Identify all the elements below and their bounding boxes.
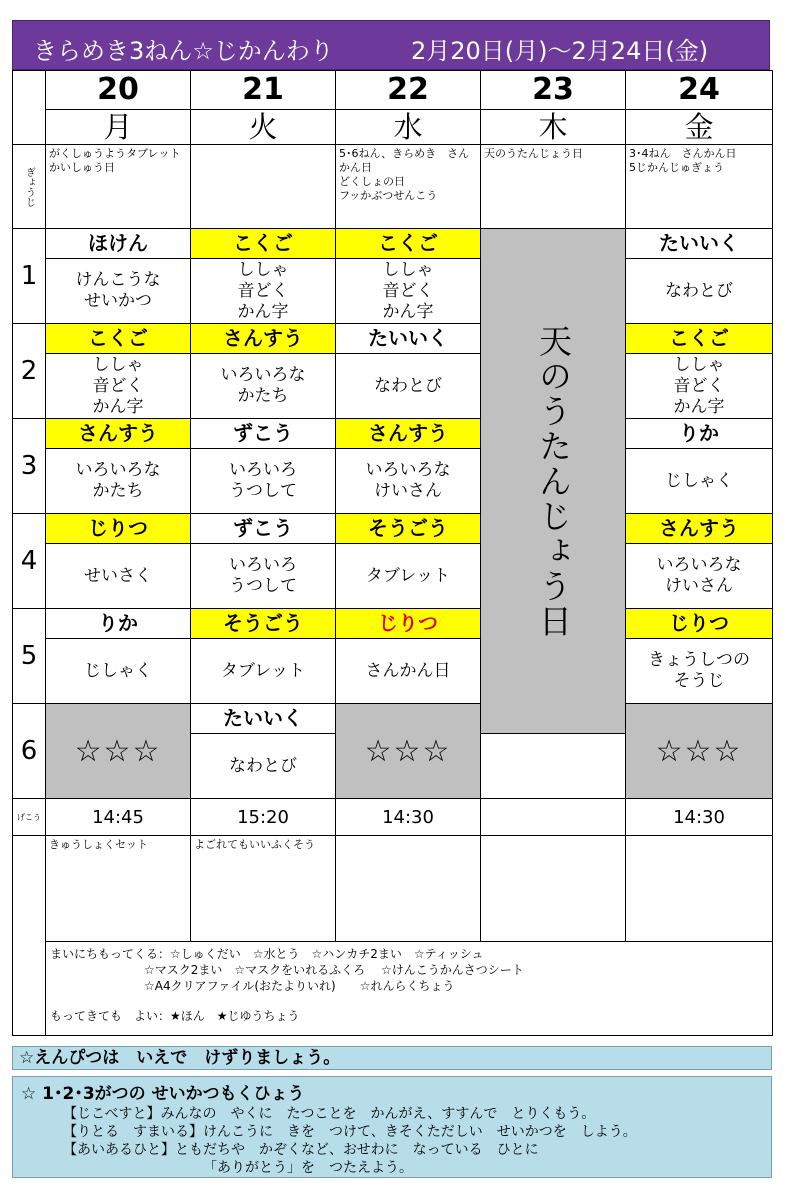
p1-mon-content-text: けんこうな せいかつ bbox=[75, 270, 161, 311]
p1-fri-content bbox=[626, 259, 773, 324]
p3-tue-content-text: いろいろ うつして bbox=[229, 460, 297, 501]
p2-fri-content-text: ししゃ 音どく かん字 bbox=[673, 354, 725, 417]
period-6-number: 6 bbox=[13, 704, 46, 799]
daily-items-list1: ☆しゅくだい ☆水とう ☆ハンカチ2まい ☆ティッシュ bbox=[170, 947, 484, 961]
date-24: 24 bbox=[626, 71, 773, 110]
title-bar bbox=[12, 20, 770, 70]
p3-wed-content-text: いろいろな けいさん bbox=[365, 460, 451, 501]
p2-wed-content bbox=[336, 354, 481, 419]
monthly-goals-box bbox=[12, 1076, 772, 1178]
optional-items: もってきても よい：★ほん ★じゆうちょう bbox=[50, 1009, 300, 1023]
bring-tue: よごれてもいいふくそう bbox=[191, 836, 336, 942]
daily-items-list3: ☆A4クリアファイル(おたよりいれ) ☆れんらくちょう bbox=[144, 979, 455, 993]
p3-mon-content bbox=[46, 449, 191, 514]
period-5-number: 5 bbox=[13, 609, 46, 704]
weekday-wed: 水 bbox=[336, 110, 481, 145]
pencil-notice: ☆えんぴつは いえで けずりましょう。 bbox=[12, 1046, 772, 1070]
goals-title: ☆ 1･2･3がつの せいかつもくひょう bbox=[21, 1084, 305, 1104]
p3-fri-subject: りか bbox=[626, 419, 773, 449]
daily-items-label: まいにちもってくる： bbox=[50, 947, 171, 961]
p1-wed-content-text: ししゃ 音どく かん字 bbox=[382, 259, 434, 322]
p2-mon-content bbox=[46, 354, 191, 419]
goal-line-1: 【じこべすと】みんなの やくに たつことを かんがえ、すすんで とりくもう。 bbox=[63, 1106, 596, 1122]
events-label-text: ぎょうじ bbox=[23, 166, 35, 207]
event-fri-text: 3･4ねん さんかん日 5じかんじゅぎょう bbox=[629, 147, 737, 174]
p6-fri-stars: ☆☆☆ bbox=[626, 704, 773, 799]
events-label bbox=[13, 145, 46, 229]
event-tue bbox=[191, 145, 336, 229]
p6-tue-content-text: なわとび bbox=[229, 755, 297, 776]
weekday-fri: 金 bbox=[626, 110, 773, 145]
p5-fri-content bbox=[626, 639, 773, 704]
event-wed-text: 5･6ねん、きらめき さんかん日 どくしょの日 フッかぶつせんこう bbox=[339, 147, 470, 202]
p4-tue-content bbox=[191, 544, 336, 609]
p1-fri-subject: たいいく bbox=[626, 229, 773, 259]
p5-mon-content-text: じしゃく bbox=[84, 660, 152, 681]
timetable bbox=[12, 70, 773, 1036]
goal-line-2: 【りとる すまいる】けんこうに きを つけて、きそくただしい せいかつを しよう。 bbox=[63, 1124, 637, 1140]
p5-tue-content-text: タブレット bbox=[220, 660, 306, 681]
p3-tue-subject: ずこう bbox=[191, 419, 336, 449]
p5-mon-content bbox=[46, 639, 191, 704]
p2-mon-content-text: ししゃ 音どく かん字 bbox=[92, 354, 144, 417]
p4-wed-subject: そうごう bbox=[336, 514, 481, 544]
date-23: 23 bbox=[481, 71, 626, 110]
p4-wed-content bbox=[336, 544, 481, 609]
p1-fri-content-text: なわとび bbox=[665, 280, 733, 301]
event-mon-text: がくしゅうようタブレット かいしゅう日 bbox=[49, 147, 181, 174]
p4-mon-subject: じりつ bbox=[46, 514, 191, 544]
p2-fri-content bbox=[626, 354, 773, 419]
birthday-holiday-cell bbox=[481, 229, 626, 734]
goal-line-4: 「ありがとう」を つたえよう。 bbox=[203, 1160, 413, 1176]
p3-mon-content-text: いろいろな かたち bbox=[75, 460, 161, 501]
dismissal-thu bbox=[481, 799, 626, 836]
dismissal-label: げこう bbox=[13, 799, 46, 836]
bring-thu bbox=[481, 836, 626, 942]
p4-fri-content bbox=[626, 544, 773, 609]
corner-cell bbox=[13, 71, 46, 145]
period-3-number: 3 bbox=[13, 419, 46, 514]
daily-items-line1 bbox=[50, 946, 768, 962]
p2-fri-subject: こくご bbox=[626, 324, 773, 354]
p5-fri-subject: じりつ bbox=[626, 609, 773, 639]
p6-tue-content bbox=[191, 734, 336, 799]
p1-tue-content-text: ししゃ 音どく かん字 bbox=[237, 259, 289, 322]
birthday-text: 天のうたんじょう日 bbox=[534, 323, 573, 639]
date-22: 22 bbox=[336, 71, 481, 110]
p1-wed-content bbox=[336, 259, 481, 324]
date-21: 21 bbox=[191, 71, 336, 110]
bring-mon: きゅうしょくセット bbox=[46, 836, 191, 942]
p6-tue-subject: たいいく bbox=[191, 704, 336, 734]
daily-items-list2: ☆マスク2まい ☆マスクをいれるふくろ ☆けんこうかんさつシート bbox=[144, 963, 524, 977]
p3-mon-subject: さんすう bbox=[46, 419, 191, 449]
p1-mon-subject: ほけん bbox=[46, 229, 191, 259]
event-thu bbox=[481, 145, 626, 229]
bring-wed bbox=[336, 836, 481, 942]
p2-wed-content-text: なわとび bbox=[374, 375, 442, 396]
bring-fri bbox=[626, 836, 773, 942]
event-fri bbox=[626, 145, 773, 229]
p3-wed-subject: さんすう bbox=[336, 419, 481, 449]
dismissal-mon: 14:45 bbox=[46, 799, 191, 836]
weekday-thu: 木 bbox=[481, 110, 626, 145]
p5-wed-content-text: さんかん日 bbox=[365, 660, 451, 681]
period-4-number: 4 bbox=[13, 514, 46, 609]
p4-tue-subject: ずこう bbox=[191, 514, 336, 544]
p5-tue-content bbox=[191, 639, 336, 704]
event-mon bbox=[46, 145, 191, 229]
p4-mon-content-text: せいさく bbox=[84, 565, 152, 586]
dismissal-fri: 14:30 bbox=[626, 799, 773, 836]
p3-wed-content bbox=[336, 449, 481, 514]
p3-fri-content bbox=[626, 449, 773, 514]
p5-tue-subject: そうごう bbox=[191, 609, 336, 639]
p6-mon-stars: ☆☆☆ bbox=[46, 704, 191, 799]
p5-mon-subject: りか bbox=[46, 609, 191, 639]
p3-fri-content-text: じしゃく bbox=[665, 470, 733, 491]
p4-fri-subject: さんすう bbox=[626, 514, 773, 544]
p2-tue-content bbox=[191, 354, 336, 419]
p4-tue-content-text: いろいろ うつして bbox=[229, 555, 297, 596]
p3-tue-content bbox=[191, 449, 336, 514]
p1-tue-content bbox=[191, 259, 336, 324]
weekday-tue: 火 bbox=[191, 110, 336, 145]
p1-mon-content bbox=[46, 259, 191, 324]
dismissal-wed: 14:30 bbox=[336, 799, 481, 836]
p5-wed-subject: じりつ bbox=[336, 609, 481, 639]
p6-wed-stars: ☆☆☆ bbox=[336, 704, 481, 799]
p5-wed-content bbox=[336, 639, 481, 704]
weekday-mon: 月 bbox=[46, 110, 191, 145]
event-wed bbox=[336, 145, 481, 229]
date-20: 20 bbox=[46, 71, 191, 110]
goal-line-3: 【あいあるひと】ともだちや かぞくなど、おせわに なっている ひとに bbox=[63, 1142, 539, 1158]
p2-tue-content-text: いろいろな かたち bbox=[220, 365, 306, 406]
p2-tue-subject: さんすう bbox=[191, 324, 336, 354]
daily-items-box bbox=[46, 942, 773, 1036]
period-1-number: 1 bbox=[13, 229, 46, 324]
p4-fri-content-text: いろいろな けいさん bbox=[656, 555, 742, 596]
p2-mon-subject: こくご bbox=[46, 324, 191, 354]
dismissal-tue: 15:20 bbox=[191, 799, 336, 836]
p5-fri-content-text: きょうしつの そうじ bbox=[648, 650, 750, 691]
p1-wed-subject: こくご bbox=[336, 229, 481, 259]
p2-wed-subject: たいいく bbox=[336, 324, 481, 354]
schedule-title: きらめき3ねん☆じかんわり bbox=[33, 37, 334, 65]
period-2-number: 2 bbox=[13, 324, 46, 419]
event-thu-text: 天のうたんじょう日 bbox=[484, 147, 583, 160]
date-range: 2月20日(月)～2月24日(金) bbox=[411, 37, 709, 65]
p1-tue-subject: こくご bbox=[191, 229, 336, 259]
belongings-side-cell bbox=[13, 836, 46, 1036]
p4-mon-content bbox=[46, 544, 191, 609]
p4-wed-content-text: タブレット bbox=[365, 565, 451, 586]
